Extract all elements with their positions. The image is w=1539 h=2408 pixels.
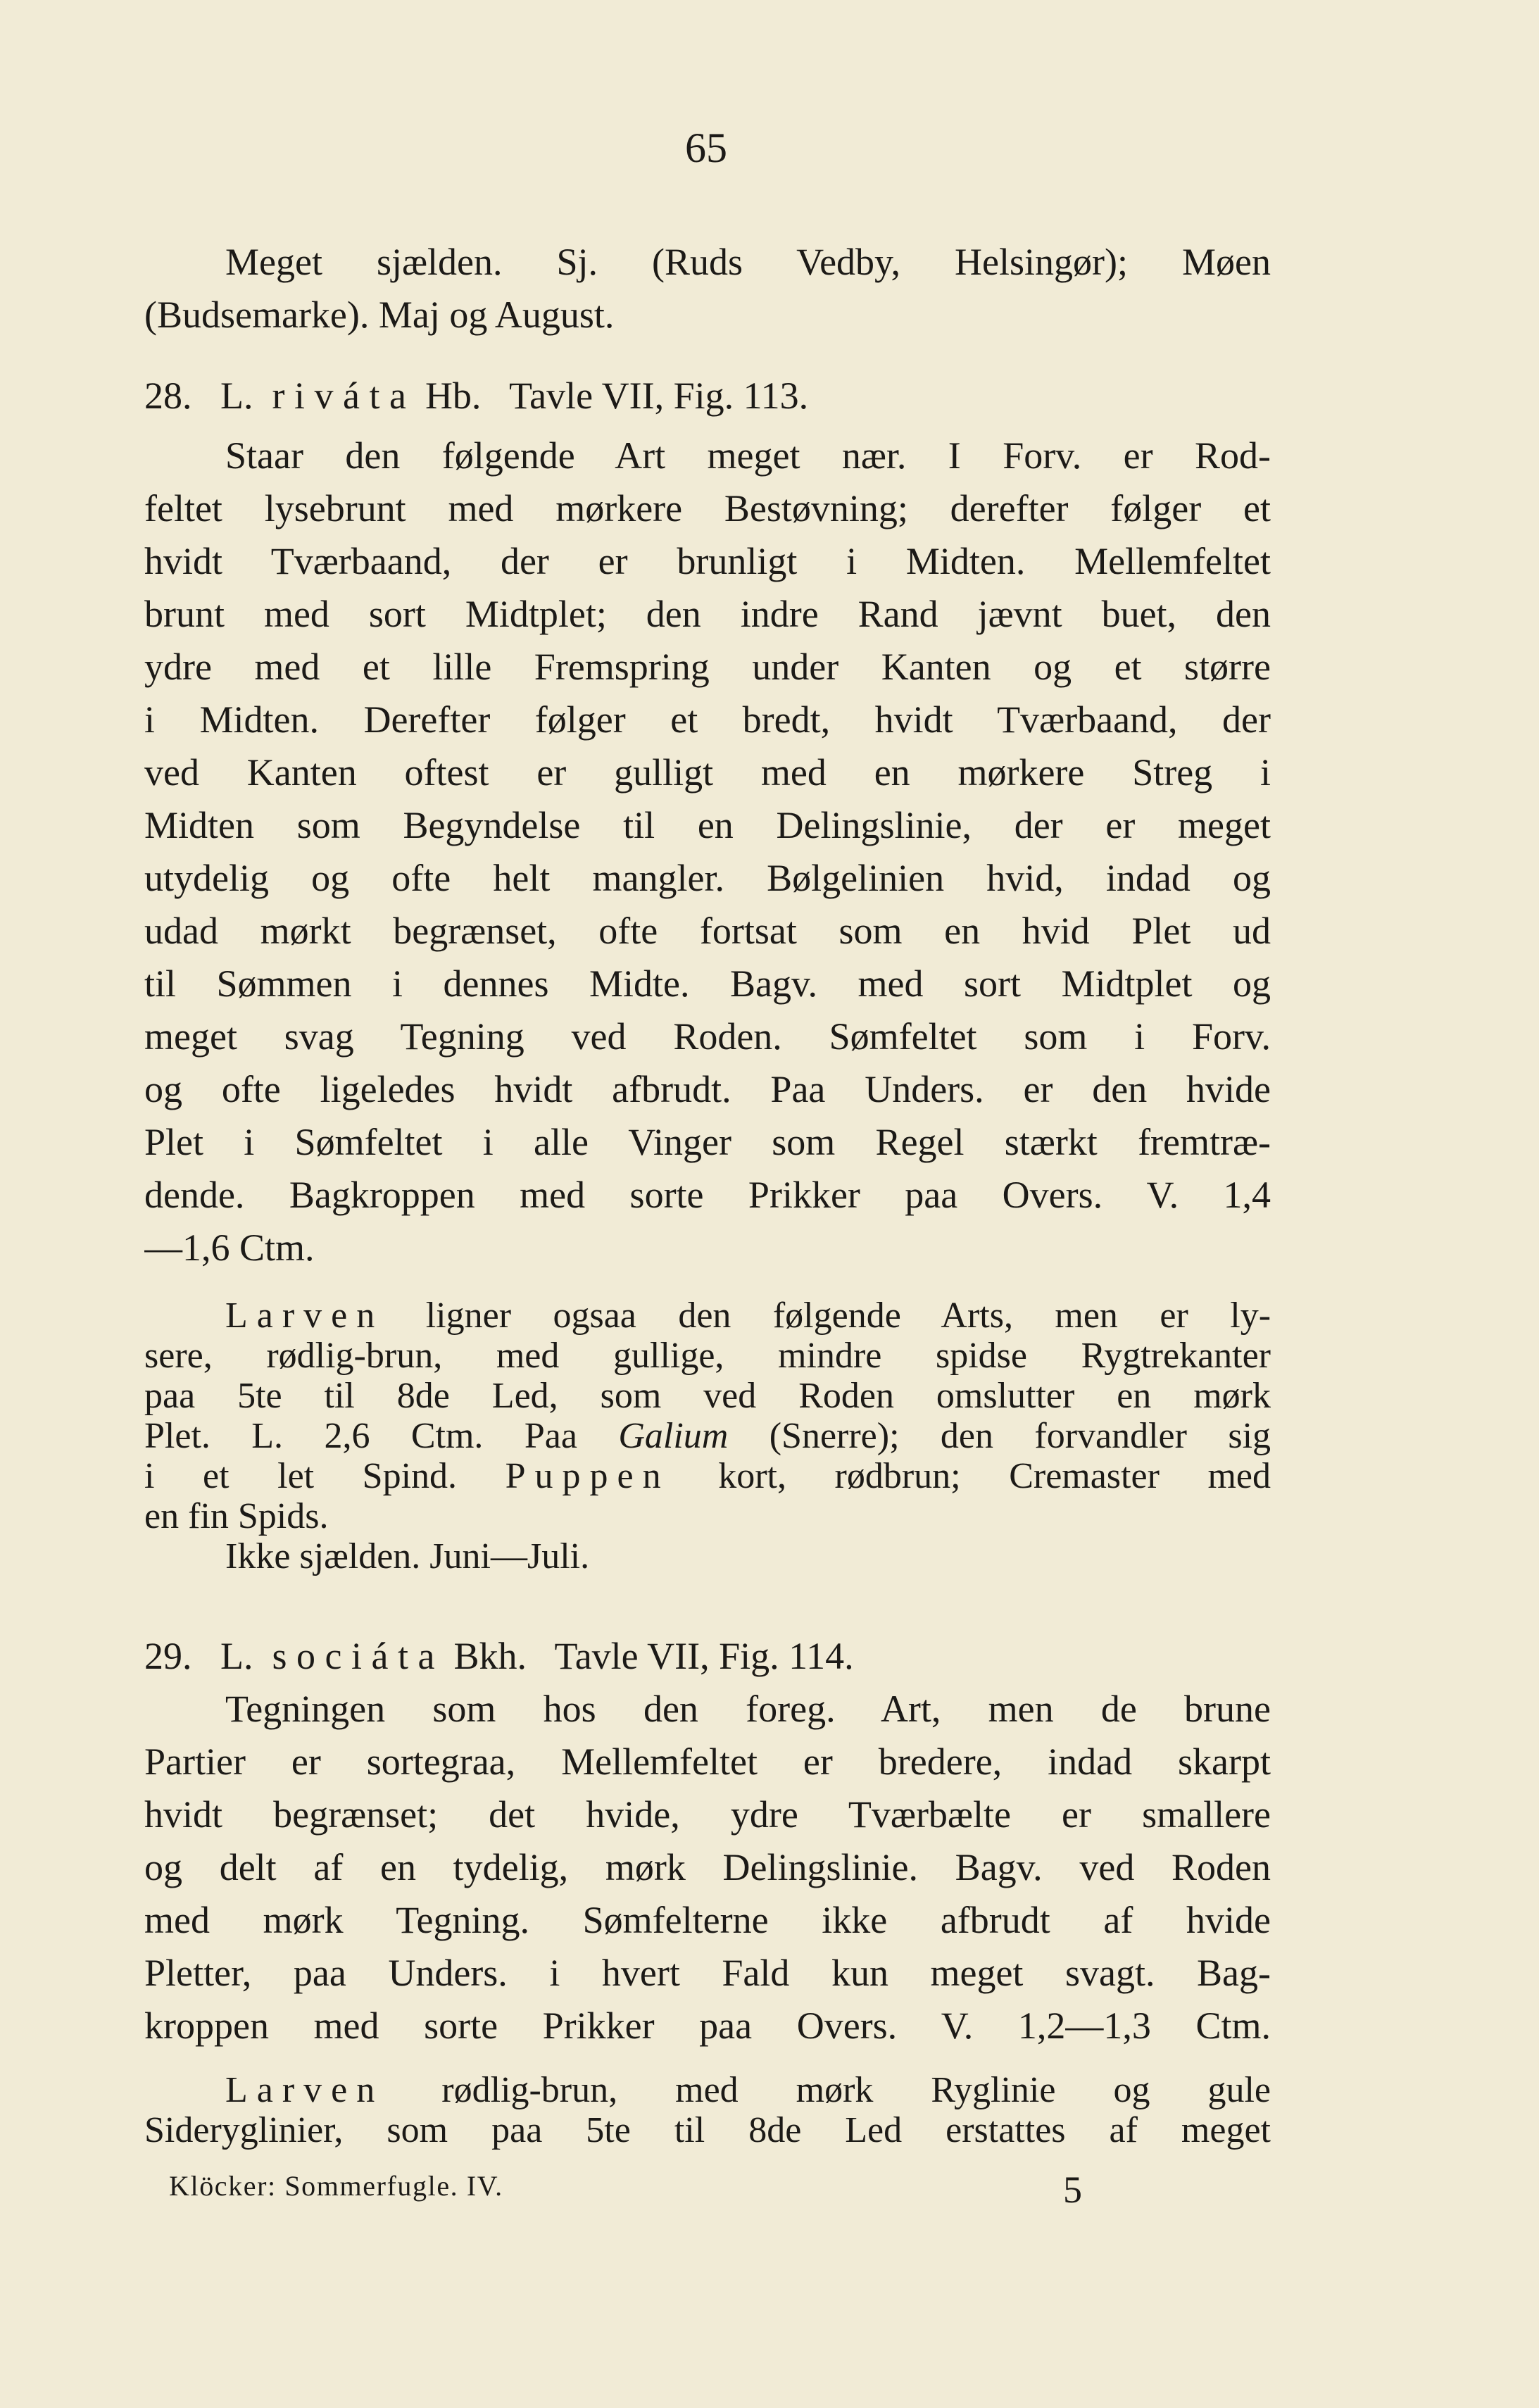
text-line: Tegningen som hos den foreg. Art, men de brune	[225, 1688, 1271, 1730]
text-line: kroppen med sorte Prikker paa Overs. V. 1,2—1,3 Ctm.	[144, 2005, 1271, 2047]
entry-28-larva-paragraph	[144, 1296, 1271, 1576]
entry-28-heading	[144, 370, 1271, 422]
entry-29-description	[144, 1683, 1271, 2052]
entry-28-description	[144, 429, 1271, 1274]
text-line: og ofte ligeledes hvidt afbrudt. Paa Unders. er den hvide	[144, 1068, 1271, 1110]
text-line: med mørk Tegning. Sømfelterne ikke afbrudt af hvide	[144, 1899, 1271, 1941]
text-line: Sideryglinier, som paa 5te til 8de Led erstattes af meget	[144, 2110, 1271, 2150]
page-number: 65	[685, 125, 727, 171]
text-line: til Sømmen i dennes Midte. Bagv. med sort Midtplet og	[144, 962, 1271, 1005]
species-author: Hb.	[425, 375, 482, 417]
text-fragment: (Snerre); den forvandler sig	[769, 1416, 1271, 1456]
text-line: ved Kanten oftest er gulligt med en mørkere Streg i	[144, 751, 1271, 794]
text-line: meget svag Tegning ved Roden. Sømfeltet som i Forv.	[144, 1015, 1271, 1058]
text-line: en fin Spids.	[144, 1496, 329, 1536]
genus-abbrev: L.	[220, 375, 253, 417]
text-line: utydelig og ofte helt mangler. Bølgelinien hvid, indad og	[144, 857, 1271, 899]
text-line: Midten som Begyndelse til en Delingslinie, der er meget	[144, 804, 1271, 846]
entry-number: 29.	[144, 1635, 192, 1677]
intro-paragraph	[144, 236, 1271, 341]
entry-29-larva-paragraph	[144, 2070, 1271, 2150]
text-fragment: kort, rødbrun; Cremaster med	[718, 1456, 1271, 1496]
text-line: Pletter, paa Unders. i hvert Fald kun meget svagt. Bag-	[144, 1952, 1271, 1994]
genus-abbrev: L.	[220, 1635, 253, 1677]
text-line: brunt med sort Midtplet; den indre Rand jævnt buet, den	[144, 593, 1271, 635]
species-name: sociáta	[272, 1635, 444, 1677]
text-fragment: ligner ogsaa den følgende Arts, men er ly-	[425, 1296, 1271, 1336]
entry-number: 28.	[144, 375, 192, 417]
text-line: feltet lysebrunt med mørkere Bestøvning; derefter følger et	[144, 487, 1271, 529]
plant-name: Galium	[618, 1416, 729, 1456]
larva-lead: Larven	[225, 2070, 384, 2110]
text-line: Plet i Sømfeltet i alle Vinger som Regel stærkt fremtræ-	[144, 1121, 1271, 1163]
text-fragment: i et let Spind.	[144, 1456, 458, 1496]
text-fragment: Plet. L. 2,6 Ctm. Paa	[144, 1416, 577, 1456]
entry-29-heading	[144, 1630, 1271, 1683]
species-author: Bkh.	[453, 1635, 527, 1677]
text-line: hvidt Tværbaand, der er brunligt i Midten. Mellemfeltet	[144, 540, 1271, 582]
text-line: ydre med et lille Fremspring under Kanten og et større	[144, 646, 1271, 688]
text-line: sere, rødlig-brun, med gullige, mindre spidse Rygtrekanter	[144, 1336, 1271, 1376]
species-name: riváta	[272, 375, 416, 417]
signature-line: Klöcker: Sommerfugle. IV.	[169, 2170, 503, 2202]
text-line: Ikke sjælden. Juni—Juli.	[225, 1536, 590, 1576]
text-line: udad mørkt begrænset, ofte fortsat som en hvid Plet ud	[144, 910, 1271, 952]
plate-reference: Tavle VII, Fig. 114.	[554, 1635, 854, 1677]
text-line: og delt af en tydelig, mørk Delingslinie. Bagv. ved Roden	[144, 1846, 1271, 1888]
text-line: Staar den følgende Art meget nær. I Forv. er Rod-	[225, 434, 1271, 477]
text-line: (Budsemarke). Maj og August.	[144, 294, 615, 336]
plate-reference: Tavle VII, Fig. 113.	[508, 375, 809, 417]
pupa-lead: Puppen	[505, 1456, 670, 1496]
text-line: dende. Bagkroppen med sorte Prikker paa Overs. V. 1,4	[144, 1174, 1271, 1216]
text-line: Partier er sortegraa, Mellemfeltet er bredere, indad skarpt	[144, 1741, 1271, 1783]
text-line: hvidt begrænset; det hvide, ydre Tværbælte er smallere	[144, 1793, 1271, 1836]
larva-lead: Larven	[225, 1296, 384, 1336]
text-line: Meget sjælden. Sj. (Ruds Vedby, Helsingør); Møen	[225, 241, 1271, 283]
text-line: —1,6 Ctm.	[144, 1227, 315, 1269]
text-fragment: rødlig-brun, med mørk Ryglinie og gule	[441, 2070, 1271, 2110]
sheet-number: 5	[1063, 2169, 1082, 2211]
text-line: i Midten. Derefter følger et bredt, hvidt Tværbaand, der	[144, 698, 1271, 741]
text-line: paa 5te til 8de Led, som ved Roden omslutter en mørk	[144, 1376, 1271, 1416]
